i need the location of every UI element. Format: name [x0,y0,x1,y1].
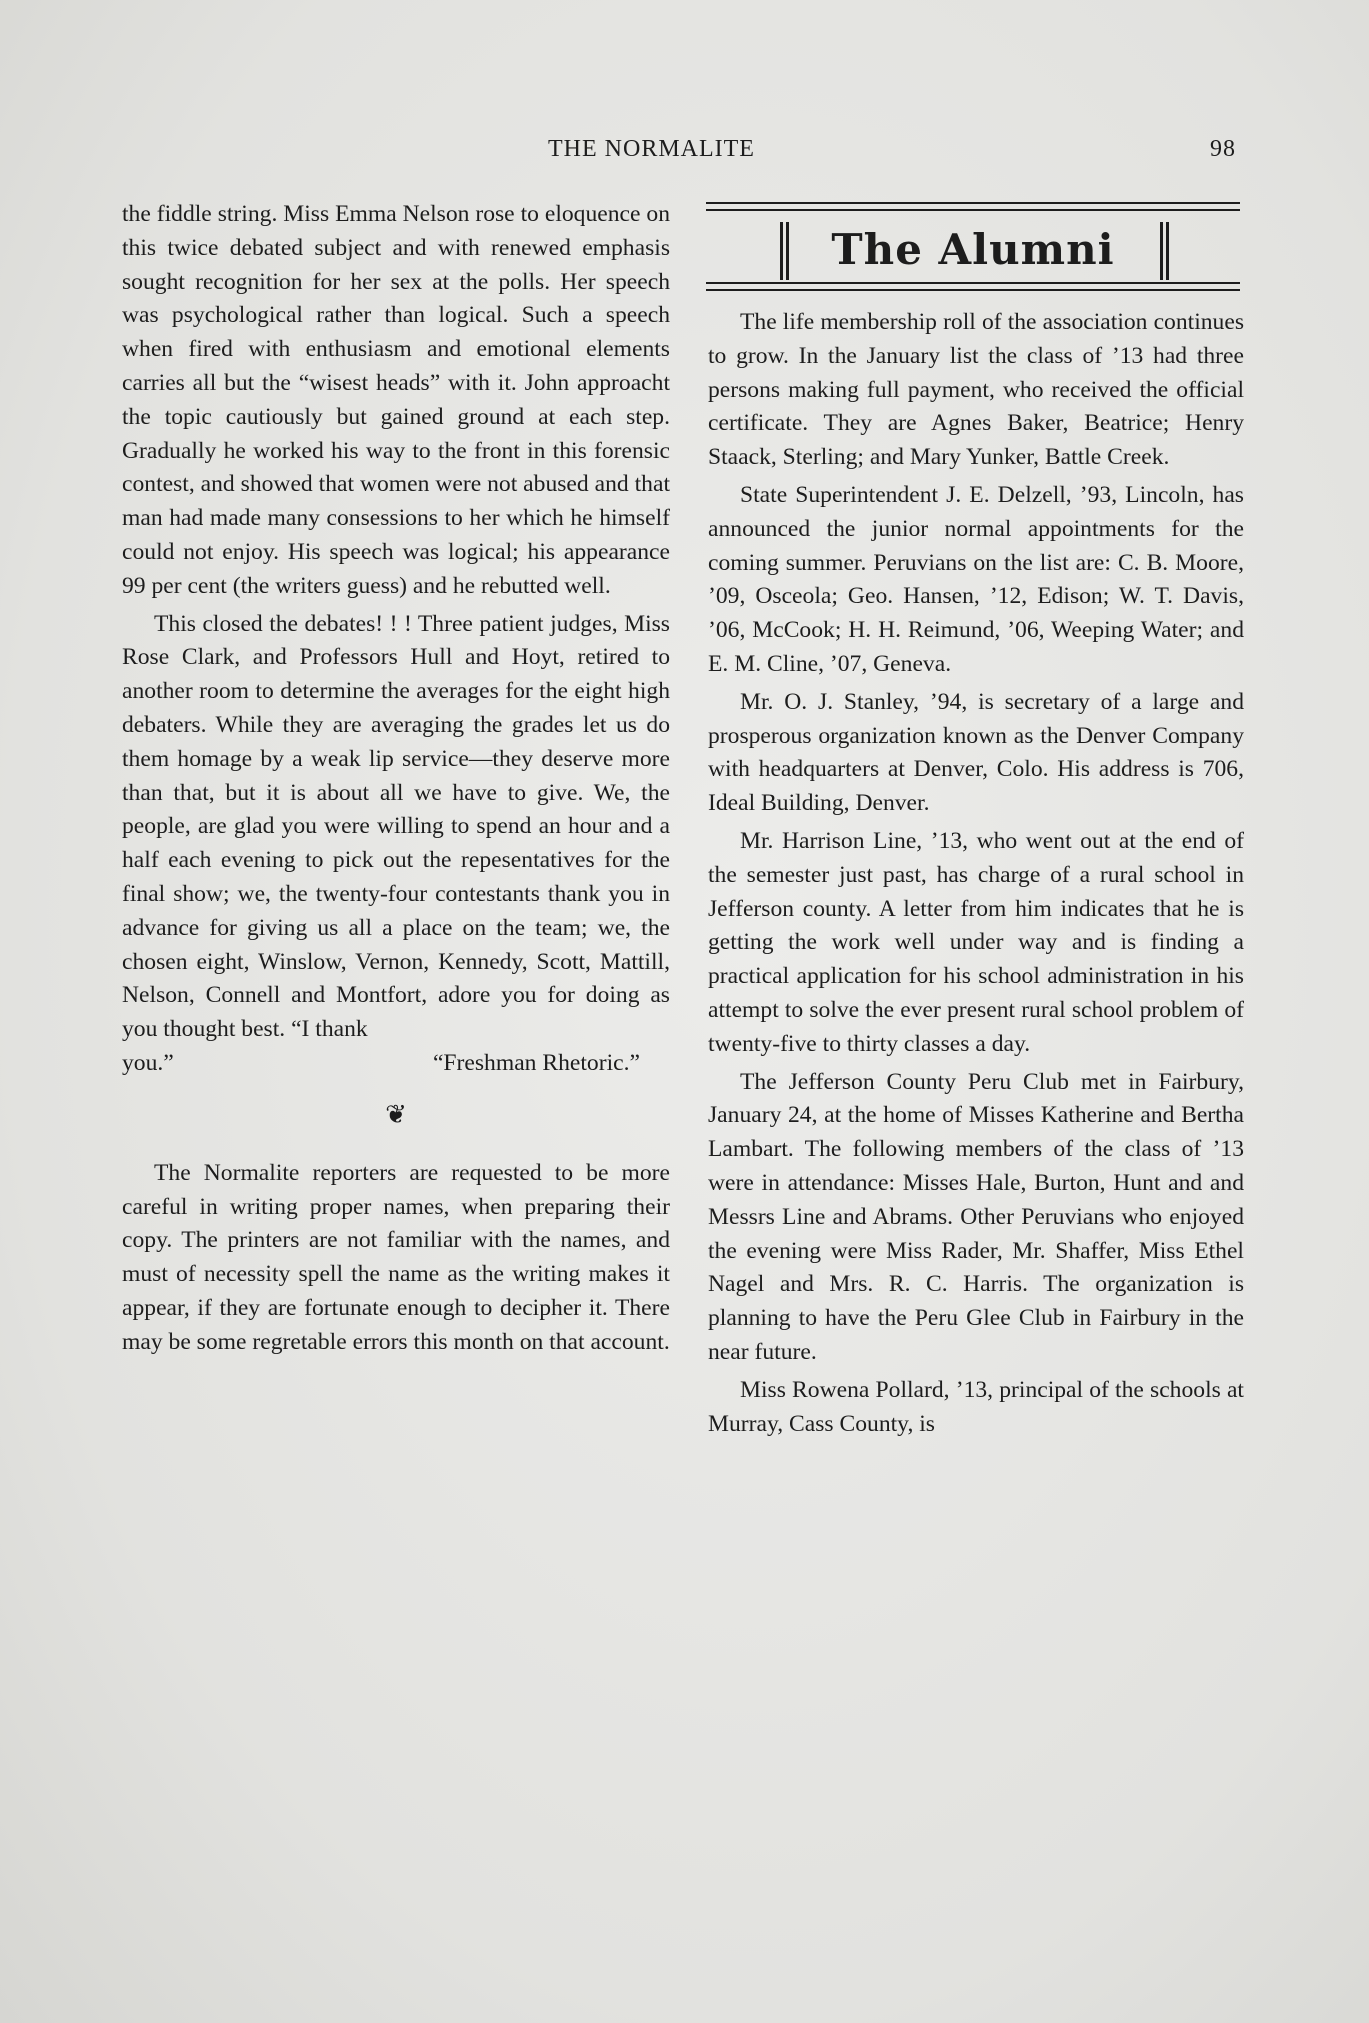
publication-title: THE NORMALITE [548,136,755,162]
alumni-paragraph-stanley: Mr. O. J. Stanley, ’94, is secretary of a large and prosperous organization known as the Denver Company with headquarters at Denver, Colo. His address is 706, Ideal Building, Denver. [708,688,1244,817]
attribution: “Freshman Rhetoric.” [432,1049,640,1076]
alumni-paragraph-membership: The life membership roll of the association continues to grow. In the January list the class of ’13 had three persons making full payment, who received the official certificate. They are Agnes Baker, Beatrice; Henry Staack, Sterling; and Mary Yunker, Battle Creek. [708,309,1244,471]
fleuron-ornament-icon: ❦ [385,1099,407,1129]
header-rule-top [706,202,1240,204]
header-rule-bottom [706,289,1240,291]
header-rule-top-inner [706,209,1240,211]
header-rule-bottom-inner [706,282,1240,284]
section-title: The Alumni [831,225,1115,274]
alumni-section-header [706,202,1240,292]
page-number: 98 [1210,136,1236,162]
debate-closing-paragraph: This closed the debates! ! ! Three patient judges, Miss Rose Clark, and Professors Hull and Hoyt, retired to another room to determine the averages for the eight high debaters. While they are averaging the grades let us do them homage by a weak lip service—they deserve more than that, but it is about all we have to give. We, the people, are glad you were willing to spend an hour and a half each evening to pick out the repesentatives for the final show; we, the twenty-four contestants thank you in advance for giving us all a place on the team; we, the chosen eight, Winslow, Vernon, Kennedy, Scott, Mattill, Nelson, Connell and Montfort, adore you for doing as you thought best. “I thank [122,610,670,1043]
header-rule-right-inner [1160,222,1163,280]
alumni-paragraph-line: Mr. Harrison Line, ’13, who went out at the end of the semester just past, has charge of a rural school in Jefferson county. A letter from him indicates that he is getting the work well under way and is finding a practical application for his school administration in his attempt to solve the ever present rural school problem of twenty-five to thirty classes a day. [708,827,1244,1057]
header-rule-right [1166,222,1169,280]
reporters-notice: The Normalite reporters are requested to be more careful in writing proper names, when preparing their copy. The printers are not familiar with the names, and must of necessity spell the name as the writing makes it appear, if they are fortunate enough to decipher it. There may be some regretable errors this month on that account. [122,1159,670,1355]
left-column [122,198,670,1360]
closing-quote: you.” [122,1049,174,1076]
alumni-paragraph-peru-club: The Jefferson County Peru Club met in Fairbury, January 24, at the home of Misses Katherine and Bertha Lambart. The following members of the class of ’13 were in attendance: Misses Hale, Burton, Hunt and and Messrs Line and Abrams. Other Peruvians who enjoyed the evening were Miss Rader, Mr. Shaffer, Miss Ethel Nagel and Mrs. R. C. Harris. The organization is planning to have the Peru Glee Club in Fairbury in the near future. [708,1068,1244,1365]
right-column [708,306,1244,1441]
signoff-line [122,1047,670,1081]
debate-paragraph-continued: the fiddle string. Miss Emma Nelson rose to eloquence on this twice debated subject and with renewed emphasis sought recognition for her sex at the polls. Her speech was psychological rather than logical. Such a speech when fired with enthusiasm and emotional elements carries all but the “wisest heads” with it. John approacht the topic cautiously but gained ground at each step. Gradually he worked his way to the front in this forensic contest, and showed that women were not abused and that man had made many consessions to her which he himself could not enjoy. His speech was logical; his appearance 99 per cent (the writers guess) and he rebutted well. [122,201,670,599]
alumni-paragraph-pollard: Miss Rowena Pollard, ’13, principal of the schools at Murray, Cass County, is [708,1376,1244,1437]
alumni-paragraph-appointments: State Superintendent J. E. Delzell, ’93, Lincoln, has announced the junior normal appointments for the coming summer. Peruvians on the list are: C. B. Moore, ’09, Osceola; Geo. Hansen, ’12, Edison; W. T. Davis, ’06, McCook; H. H. Reimund, ’06, Weeping Water; and E. M. Cline, ’07, Geneva. [708,481,1244,677]
